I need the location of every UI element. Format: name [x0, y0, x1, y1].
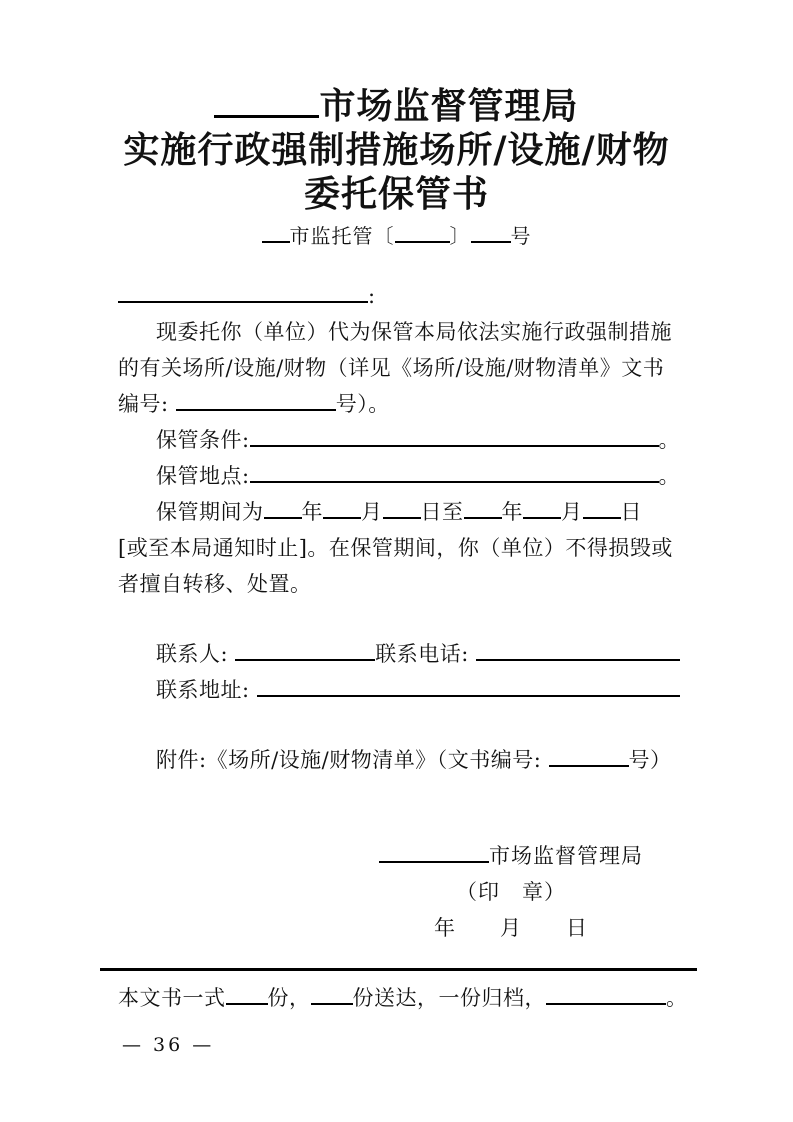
attachment-label: 附件:: [156, 748, 207, 772]
storage-location-line: [118, 458, 680, 494]
contact-line: [118, 636, 680, 672]
attachment-suffix: 号）: [628, 748, 672, 772]
title-line2: 实施行政强制措施场所/设施/财物: [123, 129, 670, 171]
contact-address-blank: [257, 695, 680, 697]
contact-address-label: 联系地址:: [156, 678, 250, 702]
storage-condition-label: 保管条件:: [156, 428, 250, 452]
addressee-line: [118, 278, 680, 314]
docno-bracket-close: 〕: [449, 224, 471, 248]
docno-bracket-open: 〔: [373, 224, 395, 248]
storage-location-blank: [250, 481, 659, 483]
end-year-label: 年: [501, 500, 523, 524]
start-month-label: 月: [361, 500, 383, 524]
served-copies-blank: [311, 1003, 353, 1005]
signature-block: [379, 838, 643, 946]
contact-address-line: [118, 672, 680, 708]
docno-suffix: 号: [510, 224, 532, 248]
period-to-label: 至: [442, 500, 464, 524]
document-body: [118, 278, 680, 778]
signature-agency-blank: [379, 861, 489, 863]
addressee-colon: :: [368, 284, 376, 308]
doc-ref-label: 编号:: [118, 392, 169, 416]
attachment-doc-title: 《场所/设施/财物清单》（文书编号:: [206, 748, 542, 772]
attachment-line: [118, 742, 680, 778]
contact-phone-blank: [476, 659, 680, 661]
storage-condition-blank: [250, 445, 659, 447]
start-day-blank: [383, 517, 421, 519]
page-number: — 36 —: [122, 1034, 215, 1056]
storage-location-period: 。: [658, 464, 680, 488]
signature-agency-line: [379, 838, 643, 874]
storage-location-label: 保管地点:: [156, 464, 250, 488]
title-agency-suffix: 市场监督管理局: [319, 85, 579, 127]
storage-period-lead: 保管期间为: [156, 500, 264, 524]
agency-name-blank: [214, 115, 319, 118]
end-month-blank: [523, 517, 561, 519]
signature-agency: 市场监督管理局: [489, 844, 643, 868]
docno-year-blank: [395, 241, 450, 243]
contact-phone-label: 联系电话:: [375, 642, 469, 666]
storage-condition-line: [118, 422, 680, 458]
date-line: 年 月 日: [434, 916, 588, 940]
start-year-blank: [264, 517, 302, 519]
docno-serial-blank: [471, 241, 511, 243]
storage-condition-period: 。: [658, 428, 680, 452]
title-line3: 委托保管书: [303, 173, 489, 215]
paragraph-line2: 的有关场所/设施/财物（详见《场所/设施/财物清单》文书: [118, 356, 665, 380]
note-end-period: 。: [666, 986, 688, 1010]
start-day-label: 日: [420, 500, 442, 524]
start-year-label: 年: [301, 500, 323, 524]
addressee-blank: [118, 301, 368, 303]
contact-person-blank: [235, 659, 375, 661]
distribution-note: [118, 980, 697, 1016]
total-copies-blank: [226, 1003, 268, 1005]
contact-person-label: 联系人:: [156, 642, 229, 666]
storage-period-line3: 者擅自转移、处置。: [118, 572, 312, 596]
docno-agency: 市监托管: [289, 224, 374, 248]
end-day-label: 日: [620, 500, 642, 524]
attachment-docno-blank: [549, 765, 629, 767]
doc-ref-blank: [176, 409, 336, 411]
end-month-label: 月: [561, 500, 583, 524]
separator-rule: [100, 968, 697, 971]
doc-ref-suffix: 号）。: [335, 392, 390, 416]
note-lead: 本文书一式: [118, 986, 226, 1010]
docno-prefix-blank: [262, 241, 290, 243]
title-agency-line: [0, 84, 793, 128]
end-year-blank: [464, 517, 502, 519]
seal-line: （印 章）: [456, 880, 566, 904]
note-end-blank: [546, 1003, 666, 1005]
storage-period-line2: [或至本局通知时止]。在保管期间，你（单位）不得损毁或: [118, 536, 673, 560]
document-title: [0, 84, 793, 252]
paragraph-line3: [118, 386, 680, 422]
note-copies: 份，: [267, 986, 311, 1010]
start-month-blank: [323, 517, 361, 519]
storage-period-line: [118, 494, 680, 530]
note-mid: 份送达，一份归档，: [352, 986, 546, 1010]
end-day-blank: [583, 517, 621, 519]
paragraph-line1: 现委托你（单位）代为保管本局依法实施行政强制措施: [156, 320, 672, 344]
document-number-line: [0, 220, 793, 252]
